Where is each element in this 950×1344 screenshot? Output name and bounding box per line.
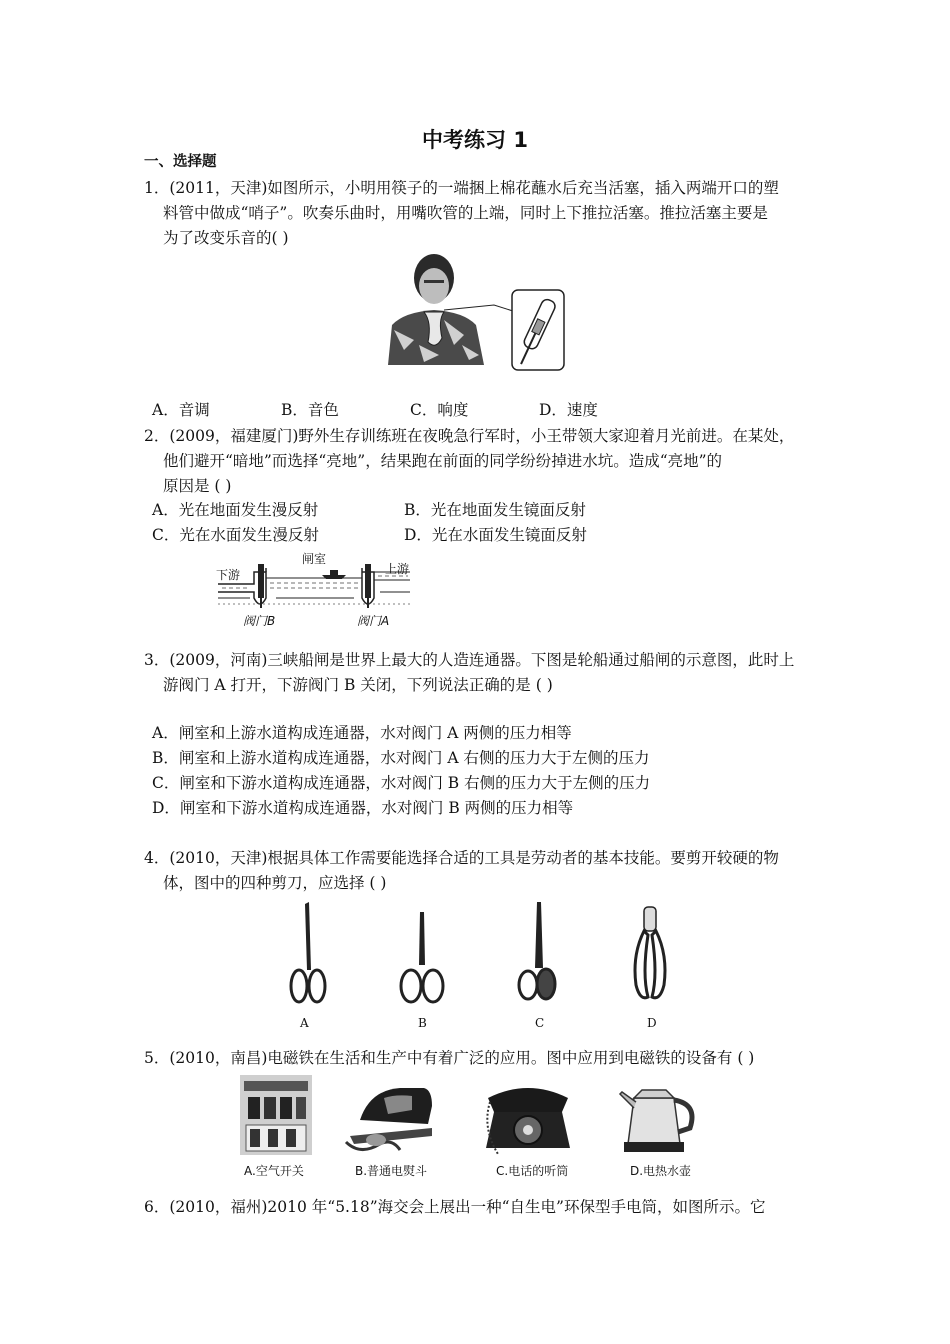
lock-upstream-label: 上游 bbox=[385, 562, 410, 576]
q5-line-1: 5．(2010，南昌)电磁铁在生活和生产中有着广泛的应用。图中应用到电磁铁的设备有 ( ) bbox=[144, 1049, 755, 1067]
device-c-caption: C.电话的听筒 bbox=[496, 1164, 569, 1178]
lock-downstream-label: 下游 bbox=[216, 568, 241, 582]
electric-kettle-photo bbox=[614, 1078, 700, 1158]
q1-option-a: A．音调 bbox=[152, 401, 210, 419]
q2-option-d: D．光在水面发生镜面反射 bbox=[404, 526, 587, 544]
air-switch-photo bbox=[240, 1075, 312, 1155]
q1-line-1: 1．(2011，天津)如图所示，小明用筷子的一端捆上棉花蘸水后充当活塞，插入两端开口的塑 bbox=[144, 179, 779, 197]
device-d-caption: D.电热水壶 bbox=[630, 1164, 692, 1178]
q6-line-1: 6．(2010，福州)2010 年“5.18”海交会上展出一种“自生电”环保型手电筒，如图所示。它 bbox=[144, 1198, 766, 1216]
q1-option-d: D．速度 bbox=[539, 401, 598, 419]
lock-valve-b-label: 阀门B bbox=[243, 614, 276, 628]
scissors-a-label: A bbox=[300, 1016, 309, 1030]
scissors-d-label: D bbox=[647, 1016, 657, 1030]
q2-line-2: 他们避开“暗地”而选择“亮地”，结果跑在前面的同学纷纷掉进水坑。造成“亮地”的 bbox=[163, 452, 723, 470]
q3-option-b: B．闸室和上游水道构成连通器，水对阀门 A 右侧的压力大于左侧的压力 bbox=[152, 749, 650, 767]
page-title: 中考练习 1 bbox=[422, 128, 528, 152]
scissors-c-label: C bbox=[535, 1016, 545, 1030]
q2-option-b: B．光在地面发生镜面反射 bbox=[404, 501, 586, 519]
device-a-caption: A.空气开关 bbox=[244, 1164, 304, 1178]
q4-line-2: 体，图中的四种剪刀，应选择 ( ) bbox=[163, 874, 387, 892]
q2-option-c: C．光在水面发生漫反射 bbox=[152, 526, 319, 544]
q3-line-2: 游阀门 A 打开，下游阀门 B 关闭，下列说法正确的是 ( ) bbox=[163, 676, 553, 694]
q1-option-c: C．响度 bbox=[410, 401, 469, 419]
scissors-d-icon bbox=[628, 905, 676, 1010]
q2-option-a: A．光在地面发生漫反射 bbox=[152, 501, 319, 519]
section-heading: 一、选择题 bbox=[144, 154, 217, 170]
scissors-a-icon bbox=[285, 900, 333, 1010]
q1-line-2: 料管中做成“哨子”。吹奏乐曲时，用嘴吹管的上端，同时上下推拉活塞。推拉活塞主要是 bbox=[163, 204, 768, 222]
device-b-caption: B.普通电熨斗 bbox=[355, 1164, 428, 1178]
scissors-c-icon bbox=[515, 900, 563, 1010]
q3-option-d: D．闸室和下游水道构成连通器，水对阀门 B 两侧的压力相等 bbox=[152, 799, 574, 817]
q1-option-b: B．音色 bbox=[281, 401, 339, 419]
q3-option-c: C．闸室和下游水道构成连通器，水对阀门 B 右侧的压力大于左侧的压力 bbox=[152, 774, 651, 792]
q2-line-1: 2．(2009，福建厦门)野外生存训练班在夜晚急行军时，小王带领大家迎着月光前进。在某处， bbox=[144, 427, 795, 445]
q3-option-a: A．闸室和上游水道构成连通器，水对阀门 A 两侧的压力相等 bbox=[152, 724, 572, 742]
q1-line-3: 为了改变乐音的( ) bbox=[163, 229, 289, 247]
q4-line-1: 4．(2010，天津)根据具体工作需要能选择合适的工具是劳动者的基本技能。要剪开较硬的物 bbox=[144, 849, 779, 867]
scissors-b-icon bbox=[398, 910, 446, 1010]
lock-chamber-label: 闸室 bbox=[302, 552, 327, 566]
electric-iron-photo bbox=[340, 1080, 440, 1156]
telephone-photo bbox=[478, 1078, 578, 1158]
scissors-b-label: B bbox=[418, 1016, 427, 1030]
q3-line-1: 3．(2009，河南)三峡船闸是世界上最大的人造连通器。下图是轮船通过船闸的示意图，此时上 bbox=[144, 651, 795, 669]
q2-line-3: 原因是 ( ) bbox=[163, 477, 232, 495]
boy-whistle-figure bbox=[384, 250, 570, 375]
lock-valve-a-label: 阀门A bbox=[357, 614, 390, 628]
